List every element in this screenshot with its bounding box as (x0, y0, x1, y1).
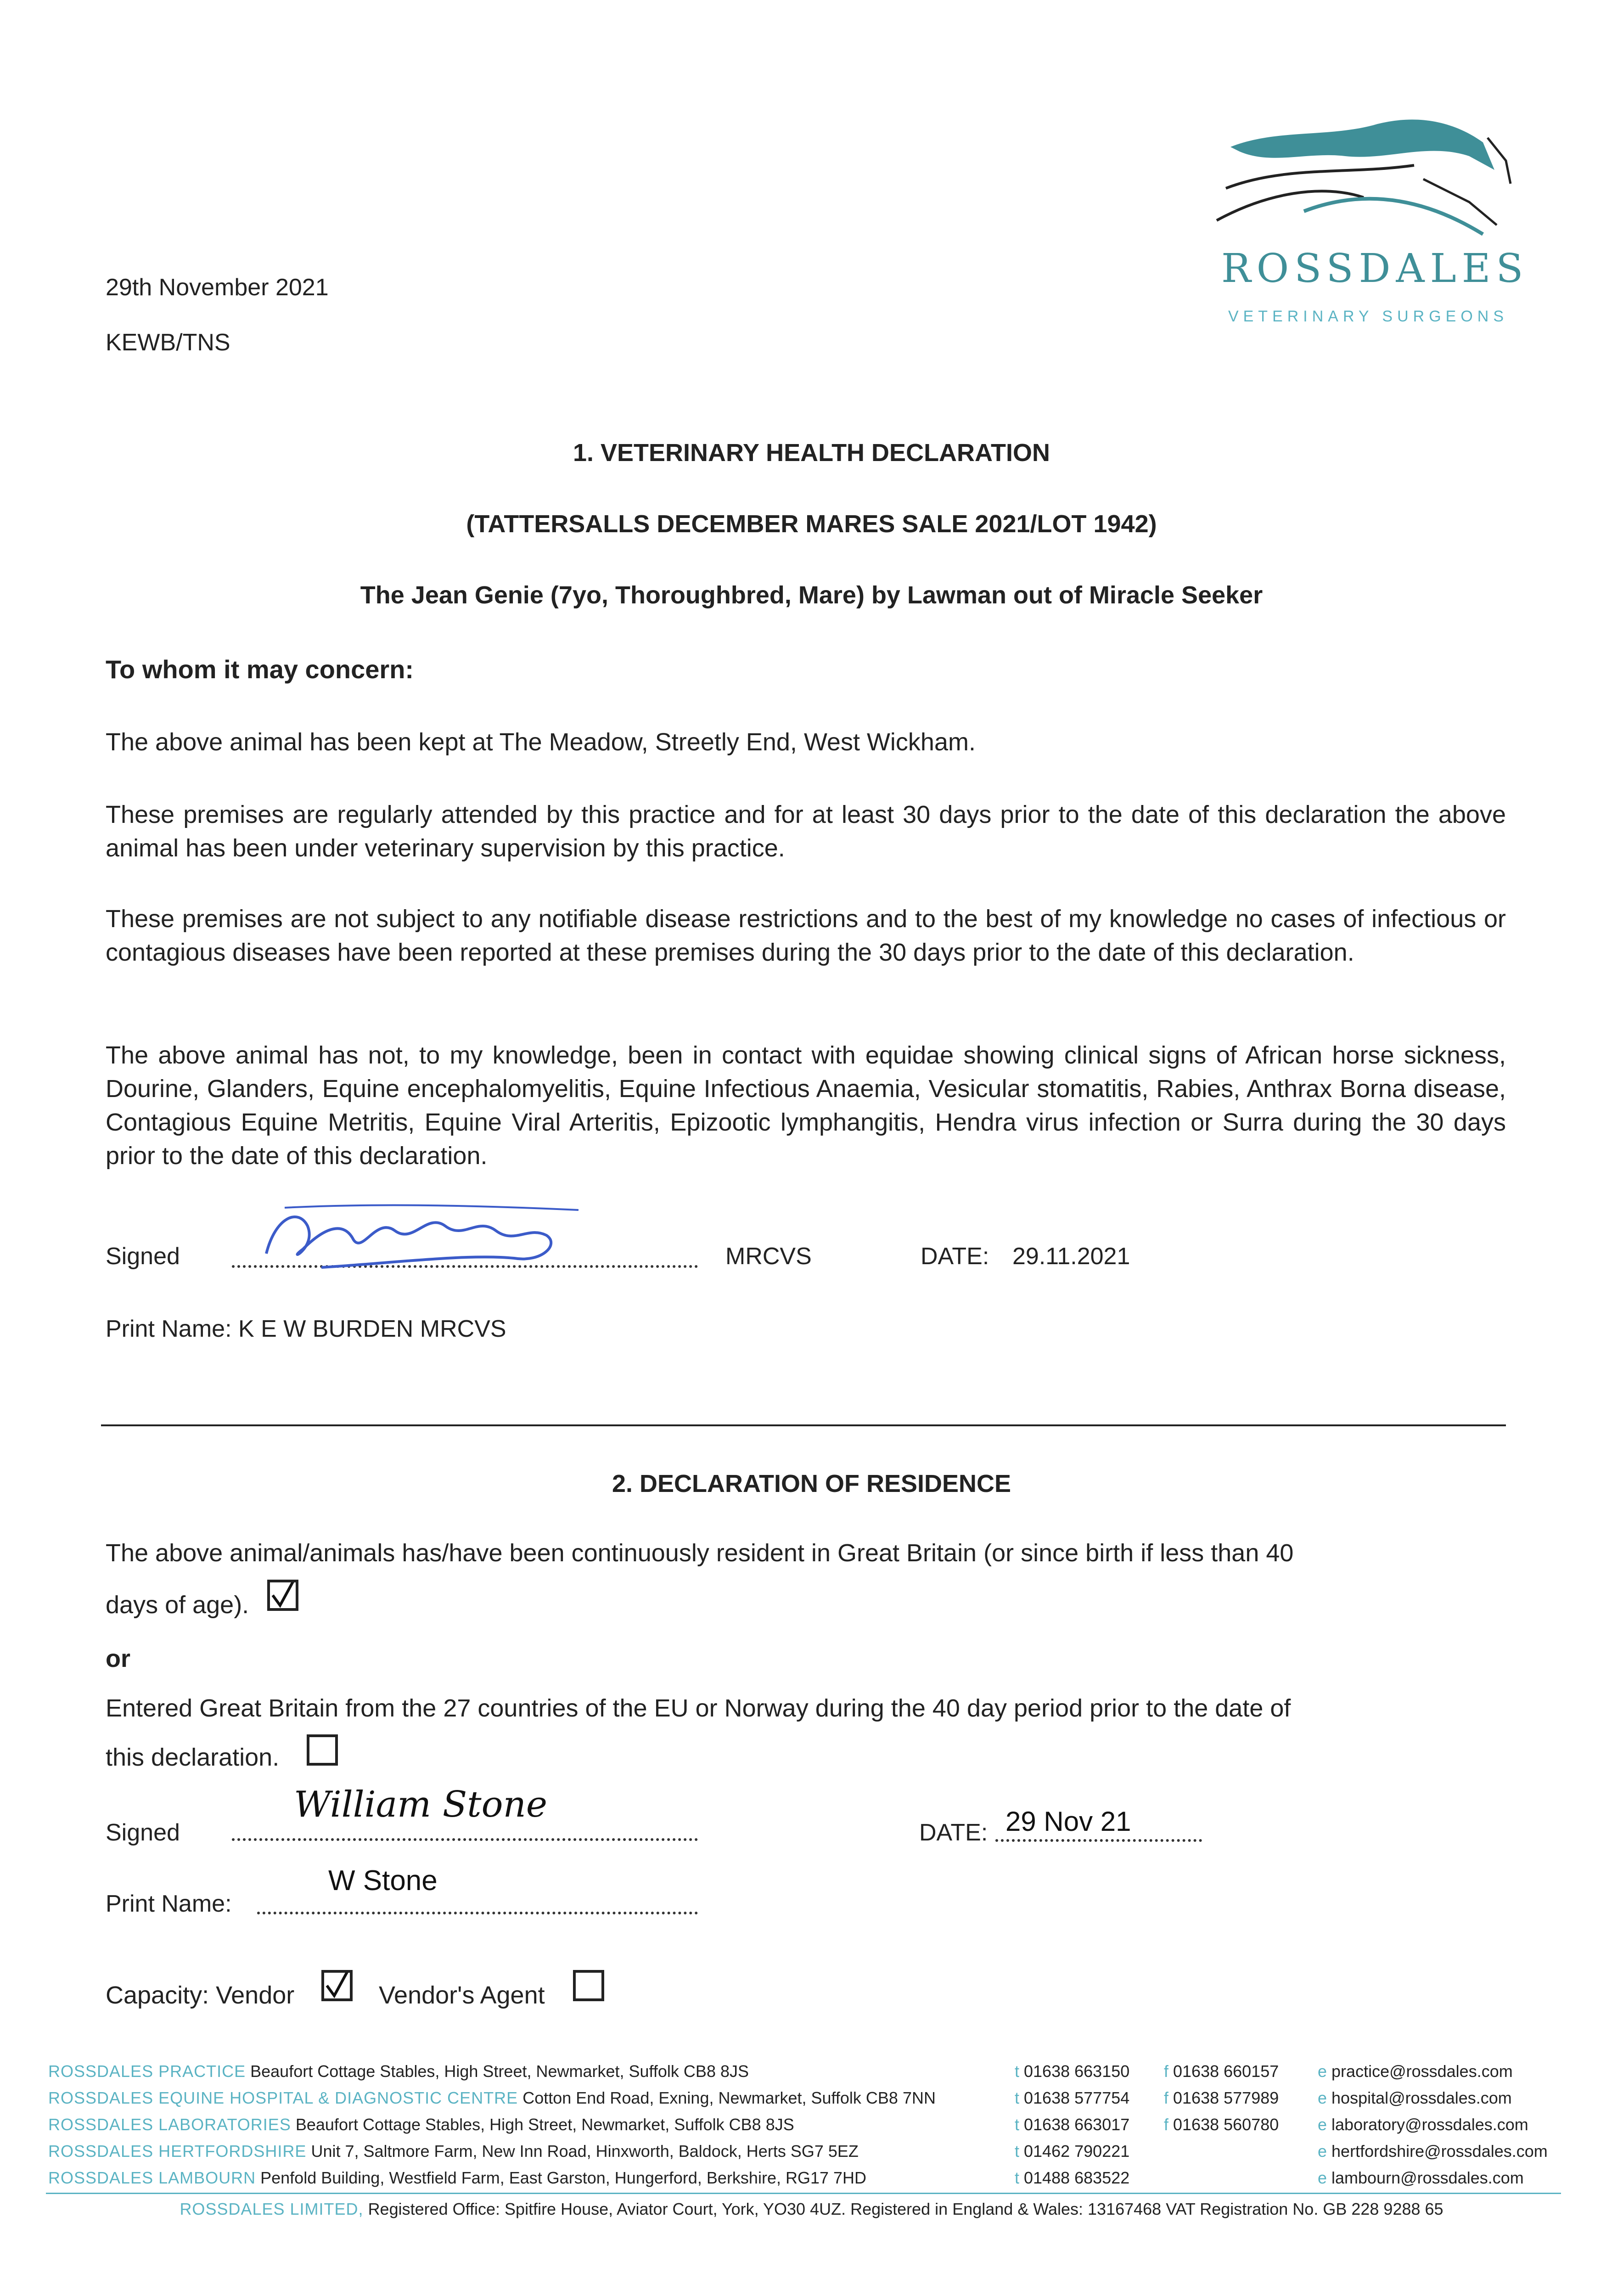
option1-line1: The above animal/animals has/have been continuously resident in Great Britain (or since birth if less than 40 (106, 1539, 1294, 1567)
paragraph-contact: The above animal has not, to my knowledge, been in contact with equidae showing clinical signs of African horse sickness, Dourine, Glanders, Equine encephalomyelitis, Equine Infectious Anaemia, Vesicular stomatitis, Rabies, Anthrax Borna disease, Contagious Equine Metritis, Equine Viral Arteritis, Epizootic lymphangitis, Hendra virus infection or Surra during the 30 days prior to the date of this declaration. (106, 1041, 1506, 1170)
or-label: or (106, 1645, 130, 1672)
vet-signature (257, 1199, 588, 1272)
registered-text: Registered Office: Spitfire House, Aviator Court, York, YO30 4UZ. Registered in England & Wales: 13167468 VAT Registration No. GB 228 9288 65 (368, 2200, 1443, 2218)
vendor-agent-checkbox[interactable] (573, 1970, 604, 2001)
vendor-signature: William Stone (294, 1784, 547, 1825)
paragraph-supervision: These premises are regularly attended by this practice and for at least 30 days prior to the date of this declaration the above animal has been under veterinary supervision by this practice. (106, 801, 1506, 862)
mrcvs-label: MRCVS (725, 1243, 812, 1270)
section2-title: 2. DECLARATION OF RESIDENCE (612, 1470, 1011, 1497)
footer-address: Penfold Building, Westfield Farm, East Garston, Hungerford, Berkshire, RG17 7HD (260, 2168, 867, 2187)
animal-description: The Jean Genie (7yo, Thoroughbred, Mare) by Lawman out of Miracle Seeker (360, 581, 1263, 609)
vendor-signed-label: Signed (106, 1819, 180, 1846)
vendor-print-name-line (257, 1912, 698, 1914)
option1-line2: days of age). (106, 1591, 249, 1619)
footer-label: ROSSDALES LABORATORIES (48, 2115, 291, 2134)
check-icon (324, 1973, 350, 1998)
footer-phone: 01638 663017 (1024, 2115, 1130, 2134)
paragraph-premises: The above animal has been kept at The Meadow, Streetly End, West Wickham. (106, 728, 976, 756)
footer-email[interactable]: lambourn@rossdales.com (1331, 2168, 1524, 2187)
vendor-print-name-label: Print Name: (106, 1891, 232, 1917)
footer-address: Beaufort Cottage Stables, High Street, Newmarket, Suffolk CB8 8JS (295, 2115, 794, 2134)
footer-phone: 01638 577754 (1024, 2088, 1130, 2107)
vendor-date-label: DATE: (919, 1819, 988, 1846)
footer-phone: 01488 683522 (1024, 2168, 1130, 2187)
date-value: 29.11.2021 (1012, 1243, 1130, 1270)
option2-line2: this declaration. (106, 1744, 280, 1771)
registered-company: ROSSDALES LIMITED, (180, 2200, 364, 2218)
footer-email[interactable]: practice@rossdales.com (1331, 2062, 1513, 2081)
section-divider (101, 1424, 1506, 1426)
vendor-agent-label: Vendor's Agent (379, 1981, 545, 2009)
rossdales-horse-logo (1212, 110, 1515, 248)
footer-address: Beaufort Cottage Stables, High Street, Newmarket, Suffolk CB8 8JS (250, 2062, 749, 2081)
paragraph-disease: These premises are not subject to any notifiable disease restrictions and to the best of my knowledge no cases of infectious or contagious diseases have been reported at these premises during the 30 days prior to the date of this declaration. (106, 905, 1506, 966)
footer-address: Unit 7, Saltmore Farm, New Inn Road, Hinxworth, Baldock, Herts SG7 5EZ (311, 2142, 859, 2161)
vendor-checkbox[interactable] (321, 1970, 353, 2001)
footer-label: ROSSDALES HERTFORDSHIRE (48, 2142, 307, 2161)
registered-office (0, 2200, 1623, 2219)
signed-label: Signed (106, 1243, 180, 1270)
footer-email[interactable]: hospital@rossdales.com (1331, 2088, 1512, 2107)
footer-label: ROSSDALES PRACTICE (48, 2062, 246, 2081)
entered-checkbox[interactable] (307, 1734, 338, 1766)
vendor-print-name-value: W Stone (328, 1865, 438, 1896)
letter-date: 29th November 2021 (106, 274, 329, 301)
page: 29th November 2021 KEWB/TNS ROSSDALES VETERINARY SURGEONS 1. VETERINARY HEALTH DECLARATION (TATTERSALLS DECEMBER MARES SALE 2021/LOT 1942) The Jean Genie (7yo, Thoroughbred, Mare) by Lawman out of Miracle Seeker To whom it may concern: The above animal has been kept at The Meadow, Streetly End, West Wickham. These premises are regularly attended by this practice and for at least 30 days prior to the date of this declaration the above animal has been under veterinary supervision by this practice. These premises are not subject to any notifiable disease restrictions and to the best of my knowledge no cases of infectious or contagious diseases have been reported at these premises during the 30 days prior to the date of this declaration. The above animal has not, to my knowledge, been in contact with equidae showing clinical signs of African horse sickness, Dourine, Glanders, Equine encephalomyelitis, Equine Infectious Anaemia, Vesicular stomatitis, Rabies, Anthrax Borna disease, Contagious Equine Metritis, Equine Viral Arteritis, Epizootic lymphangitis, Hendra virus infection or Surra during the 30 days prior to the date of this declaration. Signed MRCVS DATE: 29.11.2021 Print Name: K E W BURDEN MRCVS 2. DECLARATION OF RESIDENCE The above animal/animals has/have been continuously resident in Great Britain (or since birth if less than 40 days of age). or Entered Great Britain from the 27 countries of the EU or Norway during the 40 day period prior to the date of this declaration. Signed William Stone DATE: 29 Nov 21 Print Name: W Stone Capacity: Vendor Vendor's Agent ROSSDALES PRACTICE Beaufort Cottage Stables, High Street, Newmarket, Suffolk CB8 8JS t 01638 663150 f 01638 660157 e practice@rossdales.com ROSSDALES EQUINE HOSPITAL & DIAGNOSTIC CENTRE Cotton End Road, Exning, Newmarket, Suffolk CB8 7NN t 01638 577754 f 01638 577989 e hospital@rossdales.com ROSSDALES LABORATORIES Beaufort Cottage Stables, High Street, Newmarket, Suffolk CB8 8JS t 01638 663017 f 01638 560780 e laboratory@rossdales.com ROSSDALES HERTFORDSHIRE Unit 7, Saltmore Farm, New Inn Road, Hinxworth, Baldock, Herts SG7 5EZ t 01462 790221 e hertfordshire@rossdales.com ROSSDALES LAMBOURN Penfold Building, Westfield Farm, East Garston, Hungerford, Berkshire, RG17 7HD t 01488 683522 e lambourn@rossdales.com ROSSDALES LIMITED, Registered Office: Spitfire House, Aviator Court, York, YO30 4UZ. Registered in England & Wales: 13167468 VAT Registration No. GB 228 9288 65 (0, 0, 1623, 2296)
resident-checkbox[interactable] (267, 1580, 298, 1611)
capacity-vendor-label: Capacity: Vendor (106, 1981, 295, 2009)
footer-fax: 01638 577989 (1173, 2088, 1279, 2107)
footer-label: ROSSDALES EQUINE HOSPITAL & DIAGNOSTIC CENTRE (48, 2088, 518, 2107)
vendor-date-line (995, 1839, 1202, 1842)
footer-phone: 01462 790221 (1024, 2142, 1130, 2161)
logo-name: ROSSDALES (1221, 246, 1529, 292)
logo-tagline: VETERINARY SURGEONS (1228, 308, 1509, 325)
footer-label: ROSSDALES LAMBOURN (48, 2168, 256, 2187)
salutation: To whom it may concern: (106, 655, 414, 684)
footer-phone: 01638 663150 (1024, 2062, 1130, 2081)
footer-divider (46, 2193, 1561, 2194)
date-label: DATE: (921, 1243, 989, 1270)
check-icon (270, 1582, 296, 1608)
vendor-signature-line (232, 1838, 698, 1841)
footer-fax: 01638 660157 (1173, 2062, 1279, 2081)
section1-subtitle: (TATTERSALLS DECEMBER MARES SALE 2021/LOT 1942) (466, 510, 1157, 538)
vet-print-name: Print Name: K E W BURDEN MRCVS (106, 1316, 506, 1342)
option2-line1: Entered Great Britain from the 27 countries of the EU or Norway during the 40 day period prior to the date of (106, 1694, 1291, 1722)
footer-email[interactable]: laboratory@rossdales.com (1331, 2115, 1528, 2134)
footer-email[interactable]: hertfordshire@rossdales.com (1331, 2142, 1548, 2161)
reference-code: KEWB/TNS (106, 329, 230, 356)
footer-address: Cotton End Road, Exning, Newmarket, Suffolk CB8 7NN (522, 2088, 936, 2107)
vendor-date-value: 29 Nov 21 (1005, 1806, 1131, 1837)
section1-title: 1. VETERINARY HEALTH DECLARATION (573, 439, 1050, 467)
footer-fax: 01638 560780 (1173, 2115, 1279, 2134)
